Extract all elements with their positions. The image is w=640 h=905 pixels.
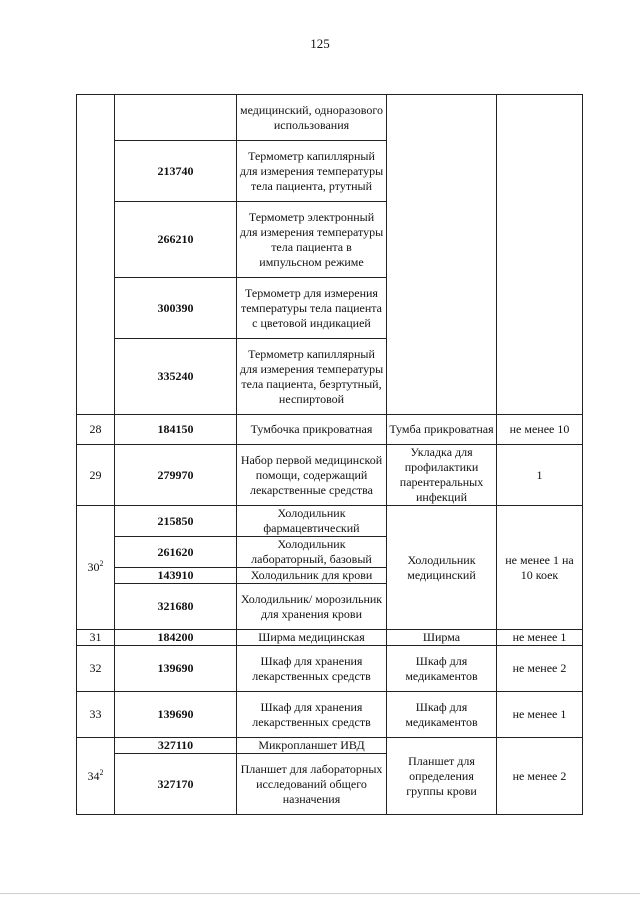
nomenclature-code: 184200 [115,630,237,646]
quantity: не менее 2 [497,646,583,692]
nomenclature-code: 321680 [115,584,237,630]
item-name: Шкаф для хранения лекарственных средств [237,646,387,692]
quantity: не менее 10 [497,415,583,445]
table-row [77,738,583,754]
row-number [77,95,115,415]
nomenclature-code: 327110 [115,738,237,754]
nomenclature-code: 139690 [115,692,237,738]
row-number: 33 [77,692,115,738]
quantity: не менее 1 [497,692,583,738]
item-name: Набор первой медицинской помощи, содержащий лекарственные средства [237,445,387,506]
row-number: 28 [77,415,115,445]
row-number [77,738,115,815]
item-name: Ширма медицинская [237,630,387,646]
item-name: Холодильник лабораторный, базовый [237,537,387,568]
quantity: не менее 1 на 10 коек [497,506,583,630]
quantity: не менее 2 [497,738,583,815]
nomenclature-code: 143910 [115,568,237,584]
equipment-type: Шкаф для медикаментов [387,692,497,738]
footnote-marker: 2 [99,767,104,777]
item-name: медицинский, одноразового использования [237,95,387,141]
footnote-marker: 2 [99,559,104,568]
nomenclature-code: 261620 [115,537,237,568]
nomenclature-code: 213740 [115,141,237,202]
equipment-type-cell [387,95,497,415]
nomenclature-code: 184150 [115,415,237,445]
table-row [77,692,583,738]
row-number: 32 [77,646,115,692]
nomenclature-code: 279970 [115,445,237,506]
quantity: 1 [497,445,583,506]
quantity-cell [497,95,583,415]
equipment-type: Ширма [387,630,497,646]
nomenclature-code: 335240 [115,339,237,415]
equipment-table [76,94,583,815]
page-bottom-rule [0,893,640,894]
nomenclature-code: 266210 [115,202,237,278]
nomenclature-code: 327170 [115,754,237,815]
row-number: 29 [77,445,115,506]
nomenclature-code: 215850 [115,506,237,537]
item-name: Холодильник фармацевтический [237,506,387,537]
equipment-type: Тумба прикроватная [387,415,497,445]
page-number: 125 [310,36,330,51]
table-row [77,95,583,141]
equipment-type: Холодильник медицинский [387,506,497,630]
table-row [77,630,583,646]
table-row [77,506,583,537]
quantity: не менее 1 [497,630,583,646]
item-name: Планшет для лабораторных исследований общего назначения [237,754,387,815]
row-number: 31 [77,630,115,646]
row-number-value: 30 [87,560,100,574]
equipment-type: Шкаф для медикаментов [387,646,497,692]
item-name: Термометр электронный для измерения температуры тела пациента в импульсном режиме [237,202,387,278]
item-name: Термометр капиллярный для измерения температуры тела пациента, ртутный [237,141,387,202]
equipment-type: Укладка для профилактики парентеральных инфекций [387,445,497,506]
item-name: Холодильник для крови [237,568,387,584]
table-row [77,445,583,506]
item-name: Термометр для измерения температуры тела пациента с цветовой индикацией [237,278,387,339]
row-number-value: 34 [87,768,100,783]
equipment-type: Планшет для определения группы крови [387,738,497,815]
item-name: Холодильник/ морозильник для хранения крови [237,584,387,630]
item-name: Термометр капиллярный для измерения температуры тела пациента, безртутный, неспиртовой [237,339,387,415]
row-number [77,506,115,630]
table-row [77,646,583,692]
table-row [77,415,583,445]
nomenclature-code [115,95,237,141]
item-name: Шкаф для хранения лекарственных средств [237,692,387,738]
nomenclature-code: 300390 [115,278,237,339]
item-name: Микропланшет ИВД [237,738,387,754]
nomenclature-code: 139690 [115,646,237,692]
item-name: Тумбочка прикроватная [237,415,387,445]
